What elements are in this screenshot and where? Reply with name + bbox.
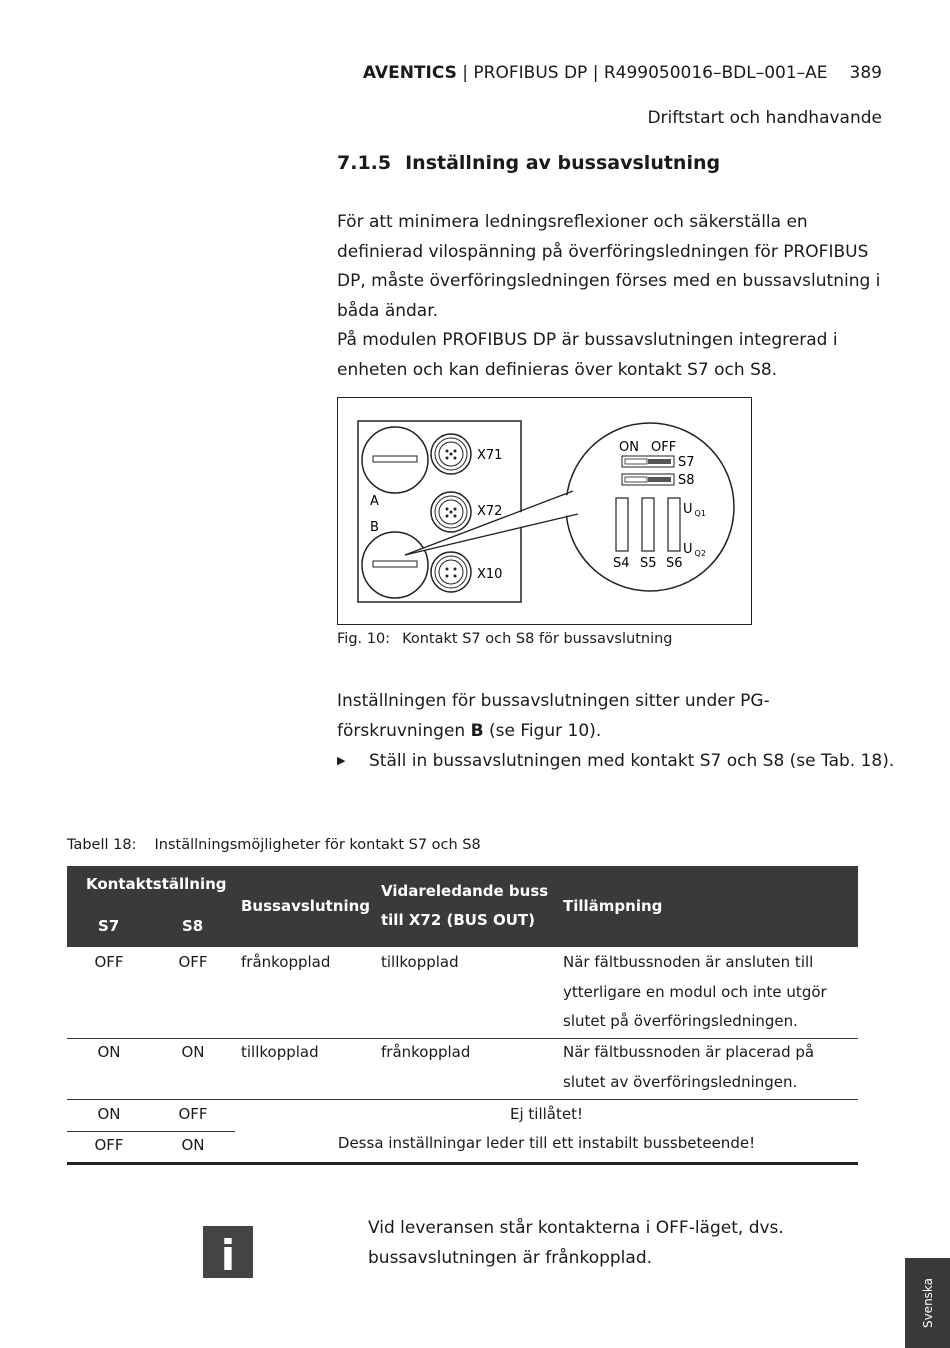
table-header [67, 866, 858, 947]
svg-text:i: i [220, 1231, 236, 1278]
connector-x10-icon [431, 552, 471, 592]
cell-s7: ON [97, 1105, 121, 1123]
section-heading [337, 152, 720, 174]
chapter-title: Driftstart och handhavande [647, 108, 882, 128]
label-a: A [370, 494, 379, 509]
section-number: 7.1.5 [337, 152, 392, 174]
label-s4: S4 [613, 556, 630, 571]
intro-text [337, 208, 897, 385]
label-b: B [370, 520, 379, 535]
label-s6: S6 [666, 556, 683, 571]
cell-s7: OFF [94, 1136, 124, 1154]
label-u-q1: U $_{Q1}$ [683, 502, 706, 518]
cell-tillampning: När fältbussnoden är placerad på slutet av överföringsledningen. [563, 1043, 815, 1091]
instruction-bullet [337, 746, 894, 777]
connector-x72-icon [431, 492, 471, 532]
cell-s8: ON [181, 1136, 205, 1154]
merged-cell-explanation: Dessa inställningar leder till ett instabilt bussbeteende! [337, 1134, 756, 1152]
info-icon [203, 1226, 253, 1278]
label-s8: S8 [678, 473, 695, 488]
language-side-tab [905, 1258, 950, 1348]
header-s7: S7 [98, 917, 120, 935]
switch-s7-icon [622, 456, 674, 467]
paragraph-3-part-1: Inställningen för bussavslutningen sitter under PG-förskruvningen [337, 691, 770, 741]
settings-table [67, 866, 858, 1154]
table-bottom-rule [67, 1162, 858, 1165]
document-id: | PROFIBUS DP | R499050016–BDL–001–AE [456, 63, 828, 83]
section-title: Inställning av bussavslutning [405, 152, 721, 174]
label-off: OFF [651, 440, 677, 455]
label-x71: X71 [477, 448, 503, 463]
module-diagram [337, 397, 752, 625]
cell-s7: OFF [94, 953, 124, 971]
switch-s8-icon [622, 474, 674, 485]
table-caption-text: Inställningsmöjligheter för kontakt S7 och S8 [154, 837, 481, 853]
cell-bussavslutning: tillkopplad [241, 1043, 319, 1061]
cell-s8: OFF [178, 1105, 208, 1123]
cell-bussavslutning: frånkopplad [241, 953, 331, 971]
bullet-arrow-icon: ▶ [337, 754, 346, 767]
page-number: 389 [849, 63, 882, 83]
cell-vidareledande: tillkopplad [381, 953, 459, 971]
label-on: ON [619, 440, 639, 455]
header-vidareledande-1: Vidareledande buss [381, 882, 549, 900]
switch-s5-icon [642, 498, 654, 551]
paragraph-1: För att minimera ledningsreflexioner och säkerställa en definierad vilospänning på överföringsledningen för PROFIBUS DP, måste överföringsledningen förses med en bussavslutning i båda ändar. [337, 212, 881, 321]
figure-10 [337, 397, 752, 625]
cell-s8: ON [181, 1043, 205, 1061]
figure-caption-label: Fig. 10: [337, 631, 391, 647]
paragraph-2: På modulen PROFIBUS DP är bussavslutningen integrerad i enheten och kan definieras över kontakt S7 och S8. [337, 330, 838, 380]
paragraph-3-bold: B [470, 720, 484, 741]
figure-caption [337, 631, 673, 647]
switch-s6-icon [668, 498, 680, 551]
header-tillampning: Tillämpning [563, 897, 663, 915]
label-s7: S7 [678, 455, 695, 470]
label-u-q2: U $_{Q2}$ [683, 542, 706, 558]
switch-s4-icon [616, 498, 628, 551]
header-bussavslutning: Bussavslutning [241, 897, 371, 915]
brand-name: AVENTICS [362, 63, 457, 83]
bullet-text: Ställ in bussavslutningen med kontakt S7 och S8 (se Tab. 18). [369, 751, 895, 771]
cell-tillampning: När fältbussnoden är ansluten till ytterligare en modul och inte utgör slutet på överföringsledningen. [563, 953, 827, 1030]
paragraph-3 [337, 687, 897, 746]
cell-s8: OFF [178, 953, 208, 971]
header-vidareledande-2: till X72 (BUS OUT) [381, 911, 535, 929]
table-caption [67, 837, 481, 853]
page-header [363, 63, 882, 83]
cell-s7: ON [97, 1043, 121, 1061]
label-x10: X10 [477, 567, 503, 582]
cell-vidareledande: frånkopplad [381, 1043, 471, 1061]
label-x72: X72 [477, 504, 503, 519]
language-label: Svenska [920, 1277, 935, 1329]
connector-x71-icon [431, 434, 471, 474]
table-caption-label: Tabell 18: [67, 837, 137, 853]
figure-caption-text: Kontakt S7 och S8 för bussavslutning [402, 631, 673, 647]
info-note: Vid leveransen står kontakterna i OFF-läget, dvs. bussavslutningen är frånkopplad. [368, 1218, 784, 1268]
label-s5: S5 [640, 556, 657, 571]
header-kontaktstallning: Kontaktställning [86, 875, 227, 893]
merged-cell-warning: Ej tillåtet! [510, 1105, 583, 1123]
paragraph-3-part-2: (se Figur 10). [483, 720, 602, 741]
header-s8: S8 [182, 917, 204, 935]
